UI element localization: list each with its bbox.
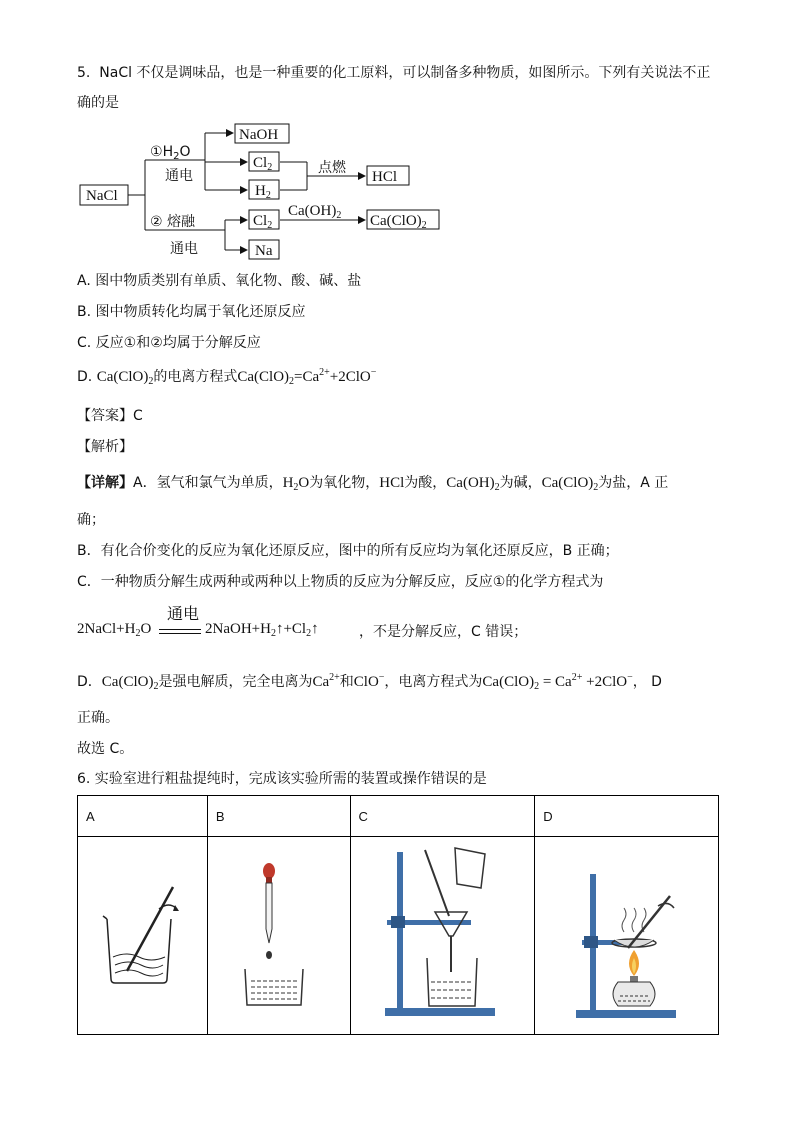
- analysis-title: 【解析】: [77, 439, 133, 455]
- ignite-condition: 点燃: [318, 160, 346, 176]
- conclusion: 故选 C。: [77, 741, 134, 757]
- apparatus-a-cell: [78, 837, 208, 1035]
- hcl-label: HCl: [372, 169, 398, 185]
- q5-stem-line1: [77, 63, 710, 83]
- detail-d-cont: 正确。: [77, 710, 119, 726]
- stirring-beaker-image: [97, 879, 187, 989]
- detail-d: D．$Ca(ClO)_2$是强电解质，完全电离为$Ca^{2+}$和ClO−，电离方程式为$Ca(ClO)_2 = Ca^{2+} +2ClO^-$， D: [77, 672, 662, 692]
- equation-condition: 通电: [167, 604, 200, 623]
- detail-tag: 【详解】: [77, 475, 133, 491]
- option-b: B. 图中物质转化均属于氧化还原反应: [77, 304, 306, 320]
- header-d: D: [535, 796, 719, 837]
- apparatus-d-cell: [535, 837, 719, 1035]
- branch1-label-bottom: 通电: [165, 168, 193, 184]
- apparatus-table: [77, 795, 719, 1035]
- nacl-label: NaCl: [86, 188, 118, 204]
- branch2-label-bottom: 通电: [170, 241, 198, 257]
- filtration-image: [377, 844, 507, 1024]
- evaporation-image: [562, 844, 692, 1024]
- cl2-bottom-label: Cl: [253, 213, 268, 229]
- q5-stem-line2: 确的是: [77, 95, 119, 111]
- svg-text:Cl2: $Cl_2$: [253, 213, 273, 231]
- branch1-label-top: ①: [150, 144, 163, 160]
- q5-stem-text: NaCl 不仅是调味品，也是一种重要的化工原料，可以制备多种物质，如图所示。下列有关说法不正: [99, 65, 711, 81]
- cl2-top-label: Cl: [253, 155, 268, 171]
- h2-label: H: [255, 183, 266, 199]
- svg-text:H2: $H_2$: [255, 183, 271, 201]
- q6-stem: 6. 实验室进行粗盐提纯时，完成该实验所需的装置或操作错误的是: [77, 771, 487, 787]
- svg-text:①H2O: $①H_2O$: [150, 144, 191, 162]
- q5-number: 5.: [77, 65, 91, 81]
- branch2-label-top: ② 熔融: [150, 214, 196, 230]
- option-a: A. 图中物质类别有单质、氧化物、酸、碱、盐: [77, 273, 362, 289]
- detail-b: B．有化合价变化的反应为氧化还原反应，图中的所有反应均为氧化还原反应，B 正确；: [77, 543, 619, 559]
- naoh-label: NaOH: [239, 127, 279, 143]
- caoh2-condition: Ca(OH): [288, 203, 337, 219]
- caclo2-label: Ca(ClO): [370, 213, 422, 229]
- header-a: A: [78, 796, 208, 837]
- na-label: Na: [255, 243, 273, 259]
- option-c: C. 反应①和②均属于分解反应: [77, 335, 261, 351]
- detail-c: C．一种物质分解生成两种或两种以上物质的反应为分解反应，反应①的化学方程式为: [77, 574, 604, 590]
- svg-text:Ca(OH)2: $Ca(OH)_2$: [288, 203, 342, 221]
- apparatus-b-cell: [207, 837, 350, 1035]
- reaction-diagram: [75, 120, 455, 265]
- svg-text:Cl2: $Cl_2$: [253, 155, 273, 173]
- option-d: D. $Ca(ClO)_2$的电离方程式$Ca(ClO)_2=Ca^{2+}+2ClO^-$: [77, 367, 377, 387]
- svg-text:Ca(ClO)2: $Ca(ClO)_2$: [370, 213, 427, 231]
- dropper-beaker-image: [239, 859, 319, 1009]
- detail-a: 【详解】A．氢气和氯气为单质，$H_2O$为氧化物，HCl为酸，$Ca(OH)_2$为碱，$Ca(ClO)_2$为盐，A 正: [77, 475, 669, 493]
- header-b: B: [207, 796, 350, 837]
- apparatus-c-cell: [350, 837, 535, 1035]
- detail-a-cont: 确；: [77, 512, 105, 528]
- header-c: C: [350, 796, 535, 837]
- option-d-text: 的电离方程式: [153, 369, 238, 385]
- answer: 【答案】C: [77, 408, 143, 424]
